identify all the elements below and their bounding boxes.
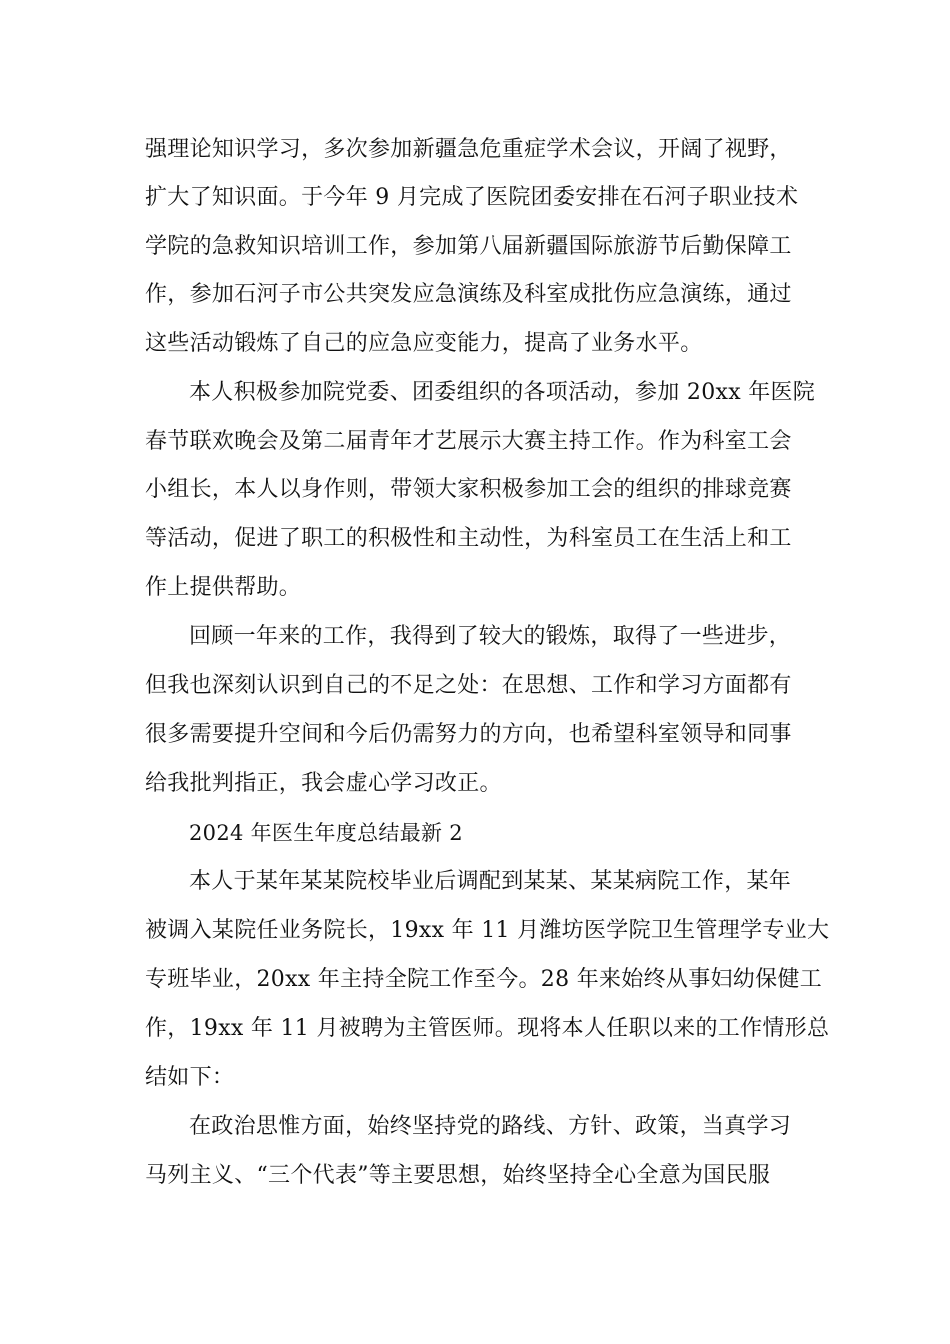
paragraph-line: 等活动，促进了职工的积极性和主动性，为科室员工在生活上和工 — [145, 526, 792, 551]
paragraph-line: 作上提供帮助。 — [145, 575, 302, 600]
paragraph-line: 结如下： — [145, 1065, 235, 1090]
paragraph-line: 强理论知识学习，多次参加新疆急危重症学术会议，开阔了视野， — [145, 137, 792, 162]
paragraph-line: 春节联欢晚会及第二届青年才艺展示大赛主持工作。作为科室工会 — [145, 429, 792, 454]
paragraph-line: 很多需要提升空间和今后仍需努力的方向，也希望科室领导和同事 — [145, 722, 792, 747]
paragraph-line: 作，参加石河子市公共突发应急演练及科室成批伤应急演练，通过 — [145, 282, 792, 307]
paragraph-line: 给我批判指正，我会虚心学习改正。 — [145, 771, 502, 796]
paragraph-line: 回顾一年来的工作，我得到了较大的锻炼，取得了一些进步， — [189, 624, 792, 649]
paragraph-line: 在政治思惟方面，始终坚持党的路线、方针、政策，当真学习 — [189, 1114, 792, 1139]
paragraph-line: 被调入某院任业务院长，19xx 年 11 月潍坊医学院卫生管理学专业大 — [145, 918, 830, 943]
paragraph-line: 马列主义、“三个代表”等主要思想，始终坚持全心全意为国民服 — [145, 1163, 771, 1188]
paragraph-line: 这些活动锻炼了自己的应急应变能力，提高了业务水平。 — [145, 331, 703, 356]
section-heading: 2024 年医生年度总结最新 2 — [189, 821, 463, 845]
paragraph-line: 本人积极参加院党委、团委组织的各项活动，参加 20xx 年医院 — [189, 380, 816, 405]
paragraph-line: 学院的急救知识培训工作，参加第八届新疆国际旅游节后勤保障工 — [145, 234, 792, 259]
paragraph-line: 小组长，本人以身作则，带领大家积极参加工会的组织的排球竞赛 — [145, 477, 792, 502]
paragraph-line: 本人于某年某某院校毕业后调配到某某、某某病院工作，某年 — [189, 869, 792, 894]
paragraph-line: 扩大了知识面。于今年 9 月完成了医院团委安排在石河子职业技术 — [145, 185, 799, 210]
paragraph-line: 作，19xx 年 11 月被聘为主管医师。现将本人任职以来的工作情形总 — [145, 1016, 830, 1041]
paragraph-line: 但我也深刻认识到自己的不足之处：在思想、工作和学习方面都有 — [145, 673, 792, 698]
paragraph-line: 专班毕业，20xx 年主持全院工作至今。28 年来始终从事妇幼保健工 — [145, 967, 822, 992]
